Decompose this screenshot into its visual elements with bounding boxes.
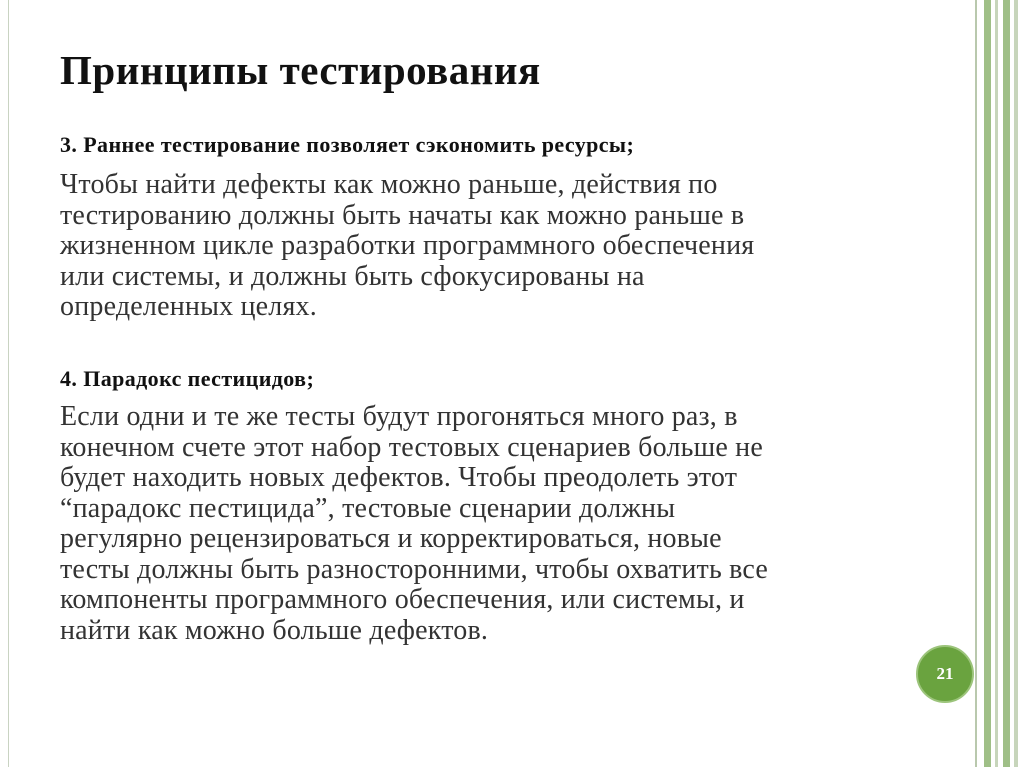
text-line: компоненты программного обеспечения, или системы, и — [60, 584, 745, 615]
text-line: жизненном цикле разработки программного обеспечения — [60, 230, 755, 261]
text-line: “парадокс пестицида”, тестовые сценарии должны — [60, 492, 676, 524]
text-line: регулярно рецензироваться и корректироваться, новые — [60, 523, 722, 554]
right-border-stripe — [975, 0, 977, 767]
frame-left-border — [8, 0, 9, 767]
right-border-stripe — [995, 0, 998, 767]
text-line: тесты должны быть разносторонними, чтобы охватить все — [60, 553, 768, 585]
text-line: будет находить новых дефектов. Чтобы преодолеть этот — [60, 462, 738, 493]
section-heading-pesticide-paradox: 4. Парадокс пестицидов; — [60, 366, 315, 391]
text-line: Если одни и те же тесты будут прогоняться много раз, в — [60, 401, 738, 432]
text-line: или системы, и должны быть сфокусированы на — [60, 260, 645, 292]
section-text-early-testing — [60, 170, 960, 323]
text-line: найти как можно больше дефектов. — [60, 614, 489, 646]
section-heading-early-testing: 3. Раннее тестирование позволяет сэкономить ресурсы; — [60, 132, 635, 157]
slide-title: Принципы тестирования — [60, 47, 541, 93]
right-border-stripe — [984, 0, 991, 767]
section-text-pesticide-paradox — [60, 402, 960, 646]
text-line: конечном счете этот набор тестовых сценариев больше не — [60, 431, 763, 463]
text-line: тестированию должны быть начаты как можно раньше в — [60, 199, 745, 231]
right-border-stripe — [1003, 0, 1010, 767]
text-line: Чтобы найти дефекты как можно раньше, действия по — [60, 169, 718, 200]
text-line: определенных целях. — [60, 291, 317, 322]
right-border-stripe — [1014, 0, 1018, 767]
page-number-badge: 21 — [916, 645, 974, 703]
